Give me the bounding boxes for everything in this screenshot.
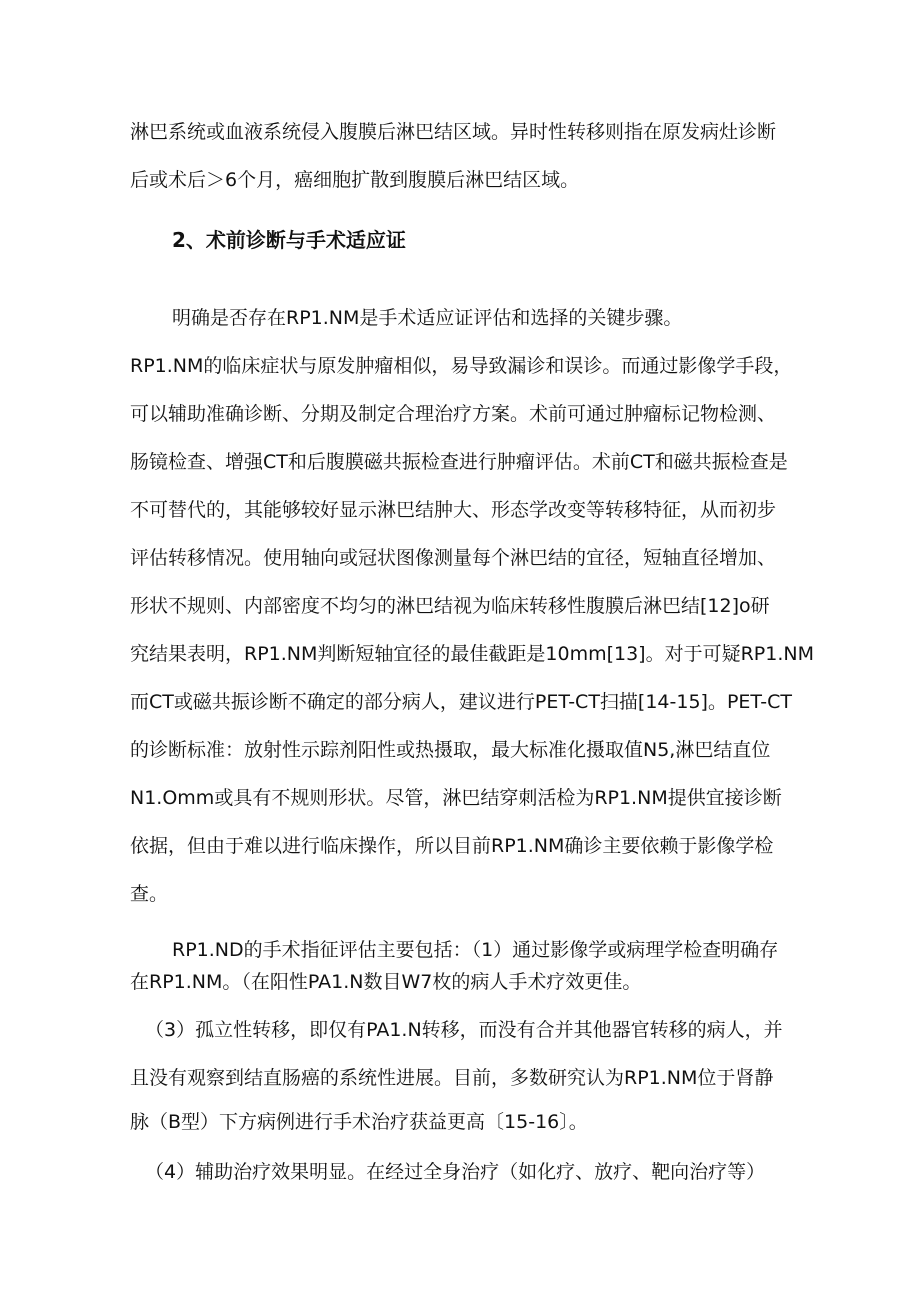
intro-line-2: 后或术后＞6个月，癌细胞扩散到腹膜后淋巴结区域。 — [130, 169, 580, 191]
diagnosis-line-12: 依据，但由于难以进行临床操作，所以目前RP1.NM确诊主要依赖于影像学检 — [130, 835, 774, 857]
diagnosis-line-2: RP1.NM的临床症状与原发肿瘤相似，易导致漏诊和误诊。而通过影像学手段， — [130, 355, 793, 377]
diagnosis-line-13: 查。 — [130, 883, 169, 905]
diagnosis-line-5: 不可替代的，其能够较好显示淋巴结肿大、形态学改变等转移特征，从而初步 — [130, 499, 777, 521]
intro-line-1: 淋巴系统或血液系统侵入腹膜后淋巴结区域。异时性转移则指在原发病灶诊断 — [130, 121, 777, 143]
diagnosis-line-6: 评估转移情况。使用轴向或冠状图像测量每个淋巴结的宜径，短轴直径增加、 — [130, 547, 777, 569]
indications-line-1: RP1.ND的手术指征评估主要包括：（1）通过影像学或病理学检查明确存 — [172, 939, 779, 961]
indications-line-4: 且没有观察到结直肠癌的系统性进展。目前，多数研究认为RP1.NM位于肾静 — [130, 1067, 774, 1089]
diagnosis-line-4: 肠镜检查、增强CT和后腹膜磁共振检查进行肿瘤评估。术前CT和磁共振检查是 — [130, 451, 788, 473]
diagnosis-line-7: 形状不规则、内部密度不均匀的淋巴结视为临床转移性腹膜后淋巴结[12]o研 — [130, 595, 770, 617]
diagnosis-line-8: 究结果表明，RP1.NM判断短轴宜径的最佳截距是10mm[13]。对于可疑RP1.NM — [130, 643, 814, 665]
diagnosis-line-3: 可以辅助准确诊断、分期及制定合理治疗方案。术前可通过肿瘤标记物检测、 — [130, 403, 777, 425]
indications-line-6: （4）辅助治疗效果明显。在经过全身治疗（如化疗、放疗、靶向治疗等） — [145, 1161, 766, 1183]
diagnosis-line-1: 明确是否存在RP1.NM是手术适应证评估和选择的关键步骤。 — [172, 307, 683, 329]
indications-line-2: 在RP1.NM。（在阳性PA1.N数目W7枚的病人手术疗效更佳。 — [130, 971, 642, 993]
diagnosis-line-10: 的诊断标准：放射性示踪剂阳性或热摄取，最大标准化摄取值N5,淋巴结直位 — [130, 739, 771, 761]
section-heading: 2、术前诊断与手术适应证 — [172, 228, 406, 252]
diagnosis-line-11: N1.Omm或具有不规则形状。尽管，淋巴结穿刺活检为RP1.NM提供宜接诊断 — [130, 787, 782, 809]
indications-line-3: （3）孤立性转移，即仅有PA1.N转移，而没有合并其他器官转移的病人，并 — [145, 1019, 783, 1041]
indications-line-5: 脉（B型）下方病例进行手术治疗获益更高〔15-16〕。 — [130, 1111, 588, 1133]
diagnosis-line-9: 而CT或磁共振诊断不确定的部分病人，建议进行PET-CT扫描[14-15]。PET-CT — [130, 691, 793, 713]
